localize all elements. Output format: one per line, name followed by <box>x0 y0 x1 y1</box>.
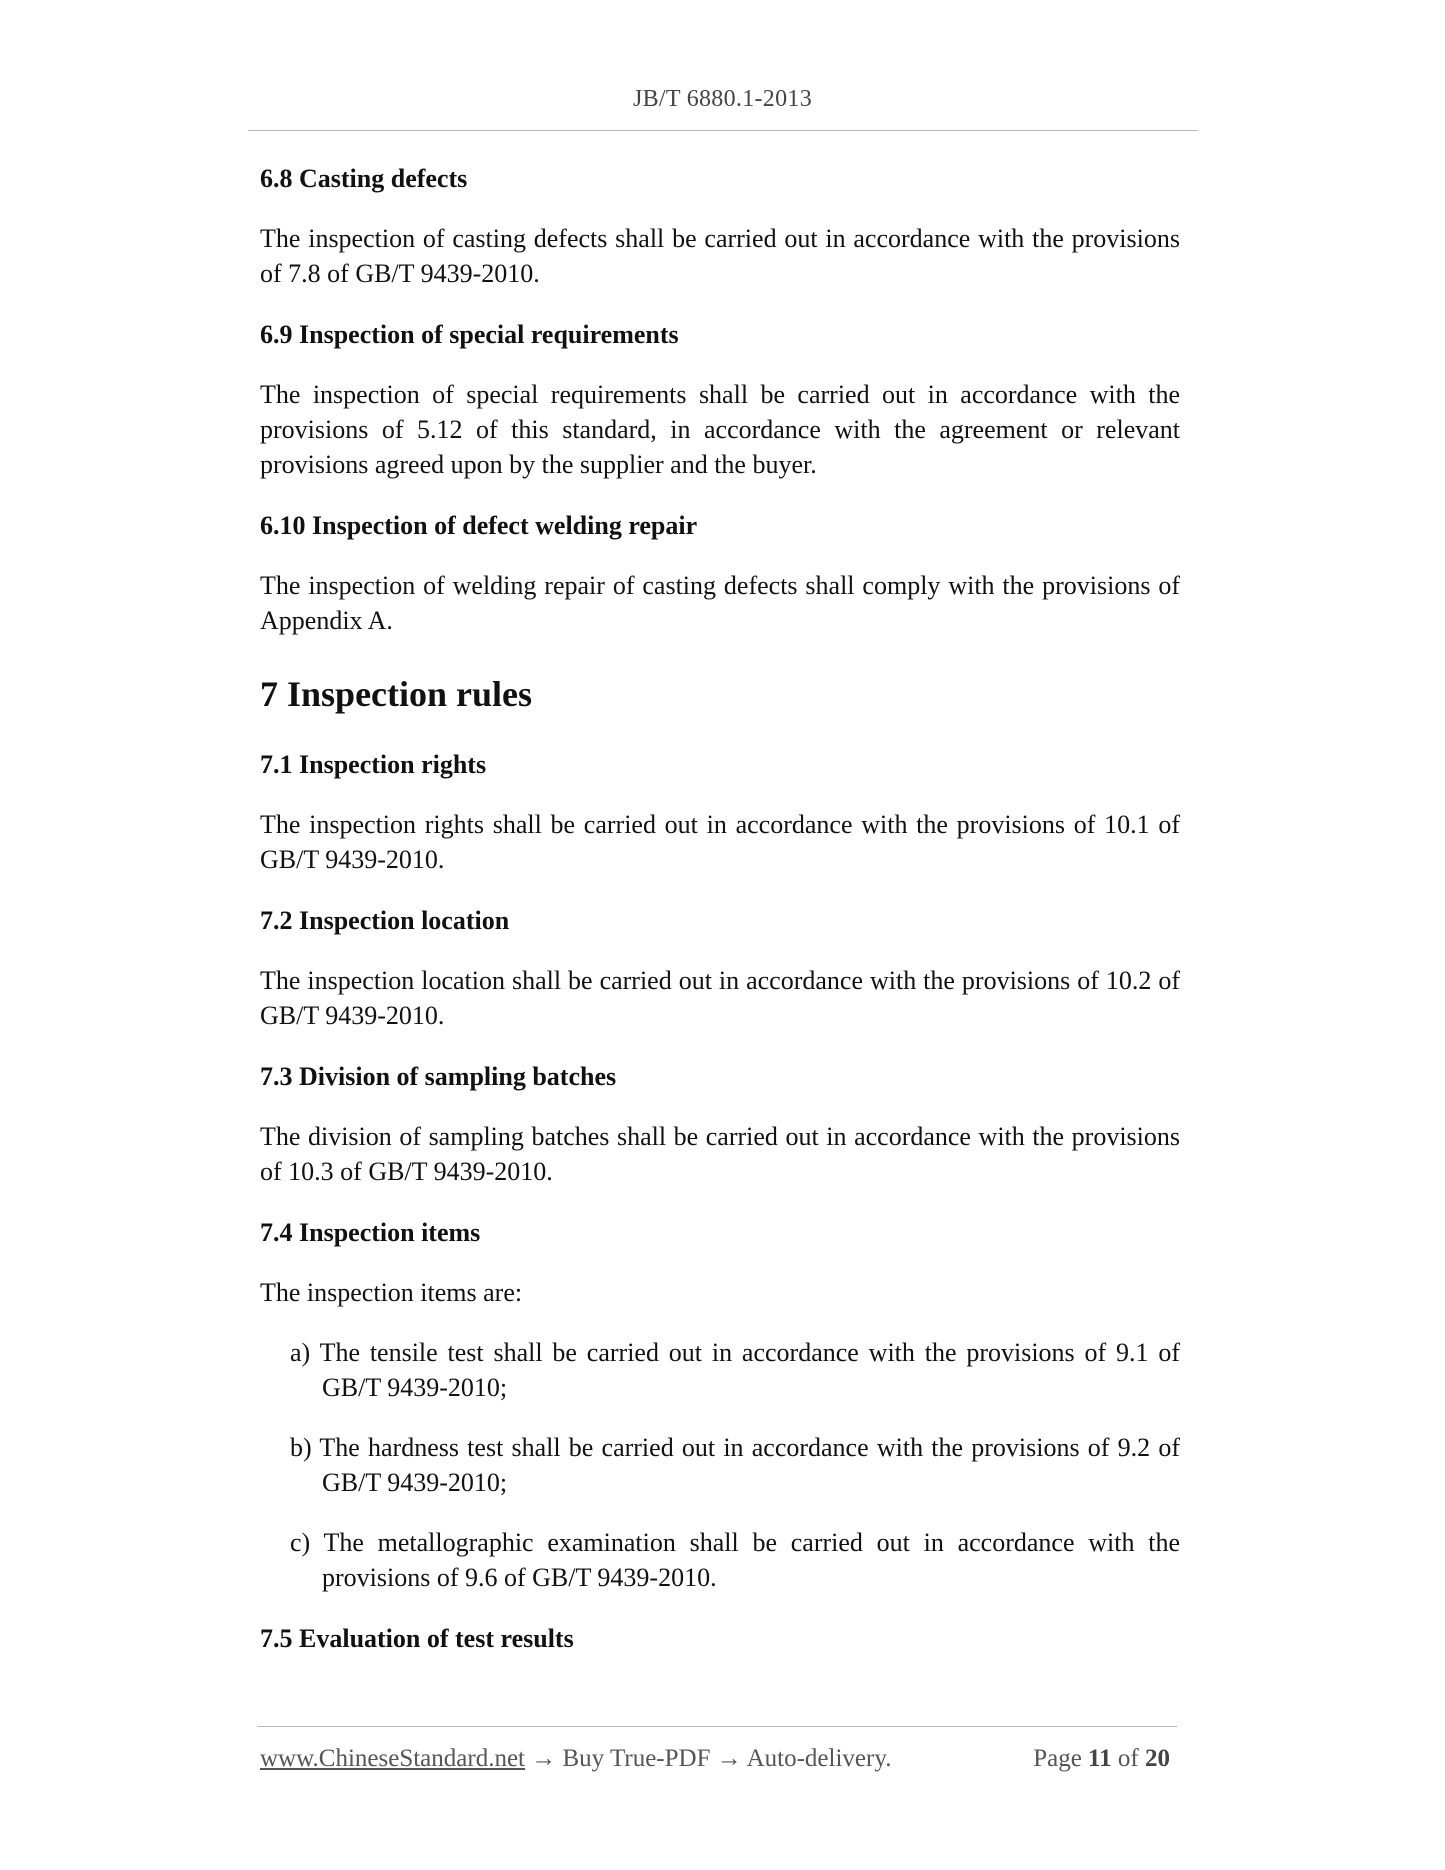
list-item-a: a) The tensile test shall be carried out in accordance with the provisions of 9.1 of GB/T 9439-2010; <box>290 1338 1180 1402</box>
of-label: of <box>1117 1745 1139 1772</box>
list-item-c: c) The metallographic examination shall be carried out in accordance with the provisions of 9.6 of GB/T 9439-2010. <box>290 1528 1180 1592</box>
heading-7-3: 7.3 Division of sampling batches <box>260 1062 617 1091</box>
website-link[interactable]: www.ChineseStandard.net <box>260 1745 525 1772</box>
footer-tagline: → Buy True-PDF → Auto-delivery. <box>525 1745 892 1772</box>
list-item-b: b) The hardness test shall be carried out in accordance with the provisions of 9.2 of GB/T 9439-2010; <box>290 1433 1180 1497</box>
heading-6-8: 6.8 Casting defects <box>260 164 468 193</box>
heading-6-10: 6.10 Inspection of defect welding repair <box>260 511 698 540</box>
heading-7-2: 7.2 Inspection location <box>260 906 510 935</box>
page-number <box>1033 1745 1170 1773</box>
paragraph-6-10: The inspection of welding repair of casting defects shall comply with the provisions of Appendix A. <box>260 571 1180 635</box>
heading-6-9: 6.9 Inspection of special requirements <box>260 320 679 349</box>
current-page: 11 <box>1088 1745 1112 1772</box>
heading-7-1: 7.1 Inspection rights <box>260 750 487 779</box>
footer-divider <box>257 1726 1177 1727</box>
header-doc-code: JB/T 6880.1-2013 <box>632 86 813 112</box>
page-content <box>260 160 1180 1656</box>
paragraph-6-9: The inspection of special requirements shall be carried out in accordance with the provisions of 5.12 of this standard, in accordance with the agreement or relevant provisions agreed upon by the supplier and the buyer. <box>260 380 1180 479</box>
page-label: Page <box>1033 1745 1082 1772</box>
paragraph-7-1: The inspection rights shall be carried out in accordance with the provisions of 10.1 of GB/T 9439-2010. <box>260 810 1180 874</box>
heading-7: 7 Inspection rules <box>260 674 533 714</box>
total-pages: 20 <box>1145 1745 1170 1772</box>
heading-7-5: 7.5 Evaluation of test results <box>260 1624 574 1653</box>
footer-promo <box>260 1745 891 1773</box>
heading-7-4: 7.4 Inspection items <box>260 1218 481 1247</box>
paragraph-7-3: The division of sampling batches shall be carried out in accordance with the provisions of 10.3 of GB/T 9439-2010. <box>260 1122 1180 1186</box>
paragraph-7-2: The inspection location shall be carried out in accordance with the provisions of 10.2 of GB/T 9439-2010. <box>260 966 1180 1030</box>
paragraph-7-4: The inspection items are: <box>260 1278 523 1307</box>
paragraph-6-8: The inspection of casting defects shall be carried out in accordance with the provisions of 7.8 of GB/T 9439-2010. <box>260 224 1180 288</box>
header-divider <box>248 130 1198 131</box>
